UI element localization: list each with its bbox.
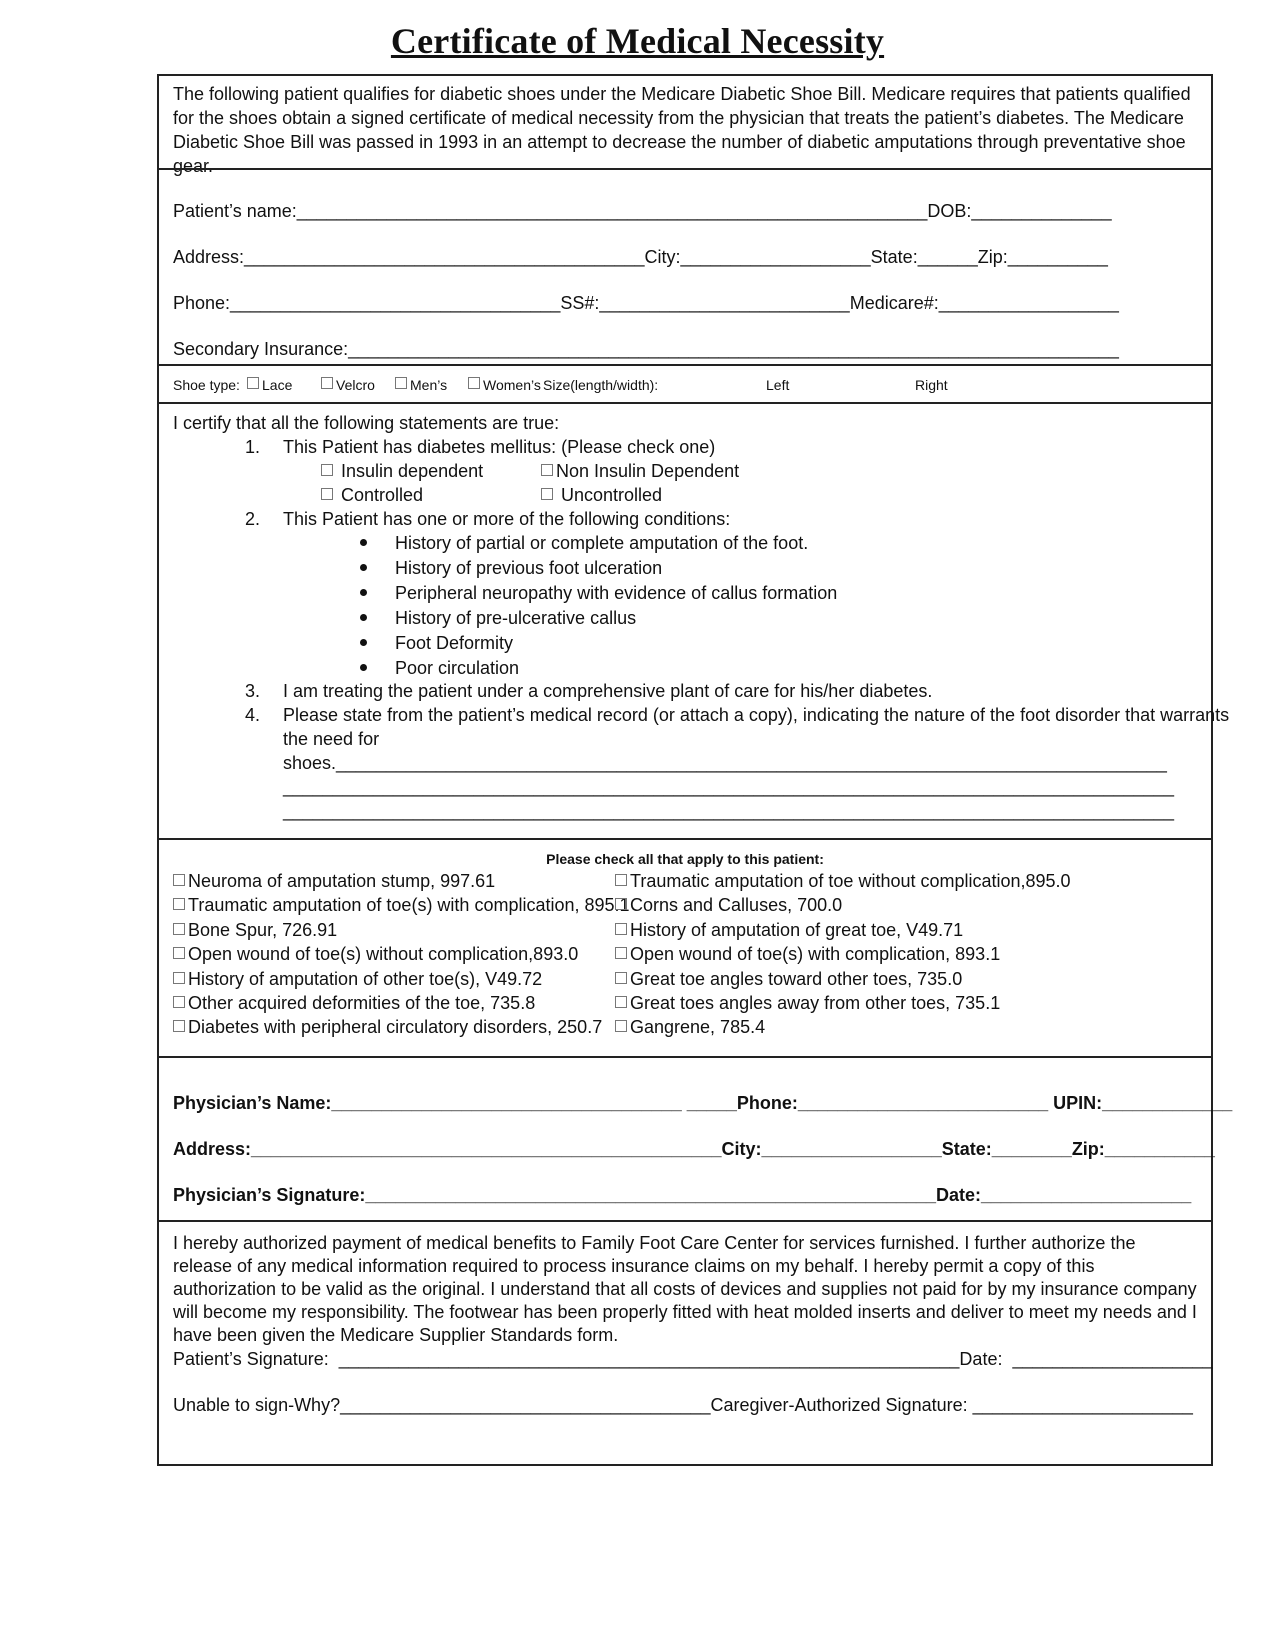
diagnosis-checkbox-item[interactable] — [615, 919, 963, 941]
shoe-right-label: Right — [915, 377, 948, 393]
certificate-form — [157, 74, 1233, 1466]
opt-insulin-dependent[interactable]: Insulin dependent — [321, 460, 483, 482]
diagnosis-label: Open wound of toe(s) without complication,893.0 — [188, 944, 579, 965]
diagnosis-checkbox-item[interactable] — [173, 943, 578, 965]
diagnosis-checkbox-item[interactable] — [615, 943, 1000, 965]
patient-info-section — [159, 168, 1211, 364]
shoe-type-row — [159, 364, 1211, 402]
condition-item: Peripheral neuropathy with evidence of callus formation — [395, 583, 838, 603]
item-number: 2. — [245, 509, 261, 529]
checkbox-icon[interactable] — [173, 923, 185, 935]
diagnosis-checklist-section — [159, 838, 1211, 1056]
shoes-reason-field[interactable]: shoes.___________________________________________________________________________________ — [283, 753, 1167, 773]
checkbox-icon[interactable] — [541, 488, 553, 500]
secondary-insurance-field[interactable]: Secondary Insurance:_____________________________________________________________________________ — [173, 339, 1119, 359]
diagnosis-checkbox-item[interactable] — [173, 992, 535, 1014]
bullet-icon — [360, 539, 367, 546]
diagnosis-checkbox-item[interactable] — [615, 968, 962, 990]
opt-non-insulin-dependent[interactable]: Non Insulin Dependent — [541, 460, 739, 482]
certify-heading: I certify that all the following statements are true: — [173, 413, 560, 433]
checkbox-icon[interactable] — [173, 874, 185, 886]
intro-text: The following patient qualifies for diabetic shoes under the Medicare Diabetic Shoe Bill. Medicare requires that patients qualified for the shoes obtain a signed certificate of medical necessity from the physician that treats the patient’s diabetes. The Medicare Diabetic Shoe Bill was passed in 1993 in an attempt to decrease the number of diabetic amputations through preventative shoe gear. — [173, 84, 1191, 176]
diagnosis-label: Great toe angles toward other toes, 735.0 — [630, 968, 963, 989]
checkbox-icon[interactable] — [468, 377, 480, 389]
unable-to-sign-field[interactable]: Unable to sign-Why?_____________________________________Caregiver-Authorized Signature: ______________________ — [173, 1395, 1193, 1415]
bullet-icon — [360, 639, 367, 646]
certification-section — [159, 402, 1230, 838]
condition-item: History of partial or complete amputation of the foot. — [395, 533, 809, 553]
shoes-reason-line[interactable]: _________________________________________________________________________________________ — [283, 801, 1174, 821]
checkbox-icon[interactable] — [173, 898, 185, 910]
checkbox-icon[interactable] — [615, 898, 627, 910]
checkbox-icon[interactable] — [173, 972, 185, 984]
shoe-size-label: Size(length/width): — [543, 377, 659, 393]
diagnosis-label: History of amputation of other toe(s), V49.72 — [188, 968, 543, 989]
diagnosis-checkbox-item[interactable] — [173, 968, 542, 990]
diagnosis-checkbox-item[interactable] — [173, 870, 495, 892]
diagnosis-checkbox-item[interactable] — [615, 894, 842, 916]
item-conditions: This Patient has one or more of the following conditions: — [283, 509, 731, 529]
checkbox-icon[interactable] — [615, 972, 627, 984]
checkbox-icon[interactable] — [321, 464, 333, 476]
diagnosis-label: Other acquired deformities of the toe, 735.8 — [188, 993, 536, 1013]
bullet-icon — [360, 614, 367, 621]
diagnosis-label: Neuroma of amputation stump, 997.61 — [188, 871, 496, 891]
patient-phone-field[interactable]: Phone:_________________________________SS#:_________________________Medicare#:__________________ — [173, 293, 1119, 313]
diagnosis-label: Traumatic amputation of toe(s) with complication, 895.1 — [188, 895, 630, 916]
patient-signature-field[interactable]: Patient’s Signature: ______________________________________________________________Date: ____________________ — [173, 1349, 1213, 1369]
page-title: Certificate of Medical Necessity — [390, 21, 885, 61]
diagnosis-label: Gangrene, 785.4 — [630, 1017, 766, 1038]
checkbox-icon[interactable] — [615, 996, 627, 1008]
diagnosis-checkbox-item[interactable] — [173, 919, 337, 941]
checkbox-icon[interactable] — [615, 874, 627, 886]
opt-controlled[interactable]: Controlled — [321, 484, 423, 506]
checkbox-icon[interactable] — [615, 1020, 627, 1032]
diagnosis-checkbox-item[interactable] — [615, 992, 1000, 1014]
patient-address-field[interactable]: Address:________________________________________City:___________________State:______Zip:__________ — [173, 247, 1108, 267]
diagnosis-checkbox-item[interactable] — [615, 870, 1071, 892]
authorization-section — [159, 1220, 1211, 1466]
checkbox-icon[interactable] — [615, 947, 627, 959]
checkbox-icon[interactable] — [615, 923, 627, 935]
item-diabetes: This Patient has diabetes mellitus: (Please check one) — [283, 437, 716, 457]
diagnosis-label: Great toes angles away from other toes, 735.1 — [630, 993, 1001, 1013]
checklist-heading: Please check all that apply to this patient: — [546, 851, 824, 867]
condition-item: History of previous foot ulceration — [395, 558, 663, 578]
item-number: 1. — [245, 437, 261, 457]
item-treatment: I am treating the patient under a comprehensive plant of care for his/her diabetes. — [283, 681, 933, 701]
authorization-text: I hereby authorized payment of medical benefits to Family Foot Care Center for services furnished. I further authorize the release of any medical information required to process insurance claims on my behalf. I hereby permit a copy of this authorization to be valid as the original. I understand that all costs of devices and supplies not paid for by my insurance company will become my responsibility. The footwear has been properly fitted with heat molded inserts and deliver to meet my needs and I have been given the Medicare Supplier Standards form. — [173, 1233, 1197, 1345]
opt-uncontrolled[interactable]: Uncontrolled — [541, 484, 662, 506]
shoe-womens-option[interactable]: Women’s — [468, 374, 541, 396]
item-number: 3. — [245, 681, 261, 701]
shoes-reason-line[interactable]: _________________________________________________________________________________________ — [283, 777, 1174, 797]
shoe-mens-option[interactable]: Men’s — [395, 374, 447, 396]
bullet-icon — [360, 664, 367, 671]
checkbox-icon[interactable] — [395, 377, 407, 389]
shoe-type-label: Shoe type: — [173, 377, 240, 393]
item-number: 4. — [245, 705, 261, 725]
diagnosis-label: Open wound of toe(s) with complication, 893.1 — [630, 944, 1001, 965]
diagnosis-checkbox-item[interactable] — [173, 1016, 602, 1038]
checkbox-icon[interactable] — [173, 1020, 185, 1032]
diagnosis-checkbox-item[interactable] — [173, 894, 630, 916]
item-medical-record-cont: the need for — [283, 729, 380, 749]
checkbox-icon[interactable] — [321, 377, 333, 389]
shoe-velcro-option[interactable]: Velcro — [321, 374, 375, 396]
checkbox-icon[interactable] — [173, 996, 185, 1008]
bullet-icon — [360, 589, 367, 596]
diagnosis-label: Bone Spur, 726.91 — [188, 919, 338, 940]
shoe-left-label: Left — [766, 377, 790, 393]
bullet-icon — [360, 564, 367, 571]
diagnosis-label: Diabetes with peripheral circulatory disorders, 250.7 — [188, 1017, 603, 1038]
physician-name-field[interactable]: Physician’s Name:___________________________________ _____Phone:_________________________ UPIN:_____________ — [173, 1093, 1233, 1113]
intro-section — [159, 76, 1211, 176]
patient-name-field[interactable]: Patient’s name:_______________________________________________________________DOB:______________ — [173, 201, 1112, 221]
condition-item: History of pre-ulcerative callus — [395, 608, 637, 628]
diagnosis-label: Traumatic amputation of toe without complication,895.0 — [630, 871, 1071, 891]
diagnosis-checkbox-item[interactable] — [615, 1016, 765, 1038]
diagnosis-label: Corns and Calluses, 700.0 — [630, 895, 843, 916]
diagnosis-label: History of amputation of great toe, V49.71 — [630, 919, 964, 940]
shoe-lace-option[interactable]: Lace — [247, 374, 292, 396]
condition-item: Foot Deformity — [395, 633, 514, 653]
checkbox-icon[interactable] — [173, 947, 185, 959]
item-medical-record: Please state from the patient’s medical record (or attach a copy), indicating the nature of the foot disorder that warrants — [283, 705, 1230, 725]
condition-item: Poor circulation — [395, 658, 520, 678]
checkbox-icon[interactable] — [541, 464, 553, 476]
physician-address-field[interactable]: Address:_______________________________________________City:__________________State:________Zip:___________ — [173, 1139, 1215, 1159]
checkbox-icon[interactable] — [247, 377, 259, 389]
checkbox-icon[interactable] — [321, 488, 333, 500]
physician-section — [159, 1056, 1233, 1220]
physician-signature-field[interactable]: Physician’s Signature:_________________________________________________________Date:_____________________ — [173, 1185, 1192, 1205]
